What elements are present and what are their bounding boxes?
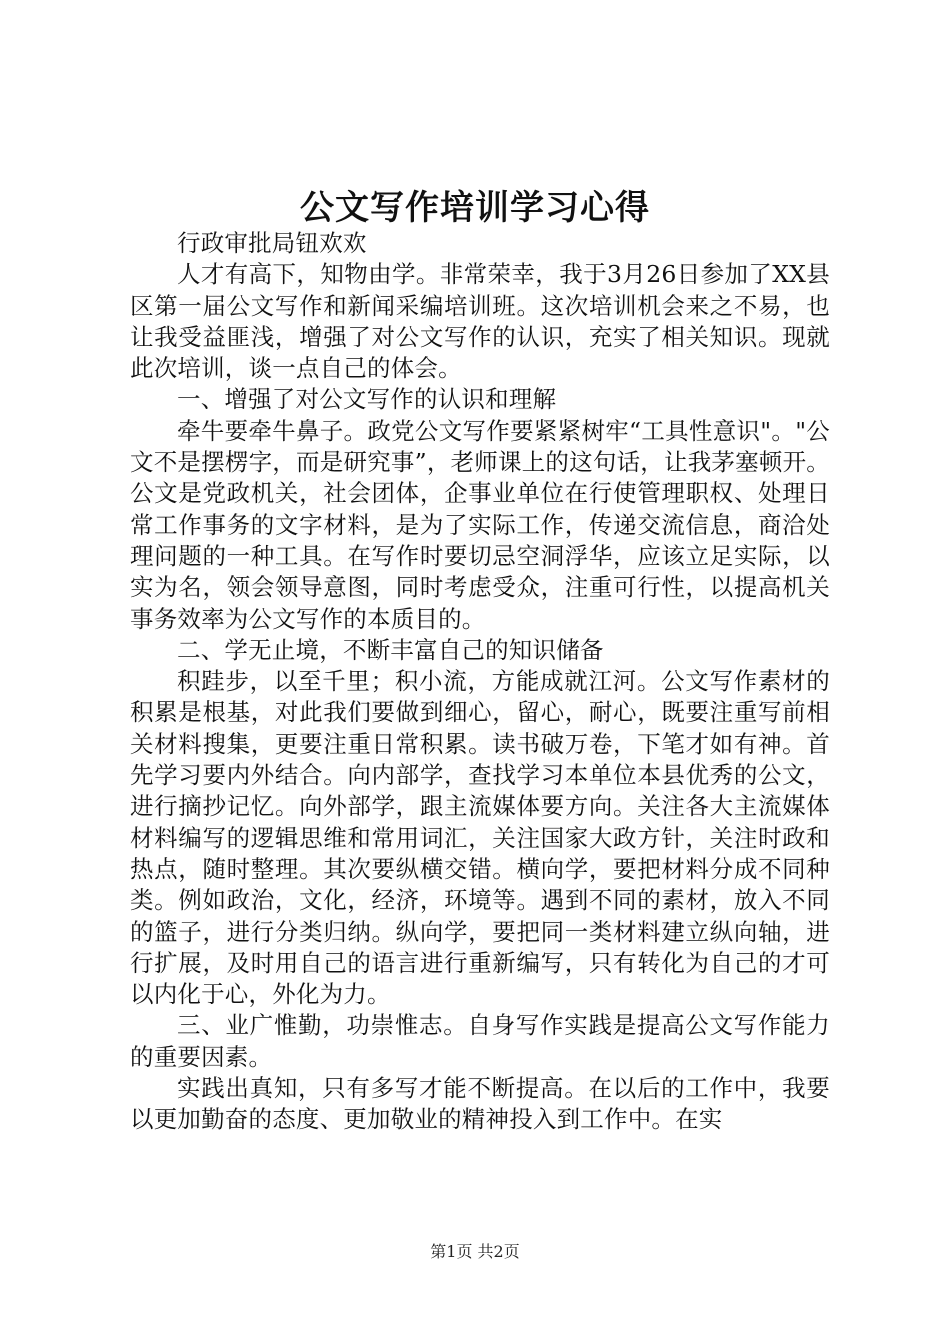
intro-paragraph: 人才有高下，知物由学。非常荣幸，我于3月26日参加了XX县区第一届公文写作和新闻采编培训班。这次培训机会来之不易，也让我受益匪浅，增强了对公文写作的认识，充实了相关知识。现就此次培训，谈一点自己的体会。	[130, 260, 830, 383]
section-heading-2: 二、学无止境，不断丰富自己的知识储备	[177, 635, 604, 664]
document-body	[130, 228, 830, 1136]
section-paragraph-1: 牵牛要牵牛鼻子。政党公文写作要紧紧树牢“工具性意识"。"公文不是摆楞字，而是研究事”，老师课上的这句话，让我茅塞顿开。公文是党政机关，社会团体，企事业单位在行使管理职权、处理日常工作事务的文字材料，是为了实际工作，传递交流信息，商洽处理问题的一种工具。在写作时要切忌空洞浮华，应该立足实际，以实为名，领会领导意图，同时考虑受众，注重可行性，以提高机关事务效率为公文写作的本质目的。	[130, 416, 830, 633]
section-heading-3: 三、业广惟勤，功崇惟志。自身写作实践是提高公文写作能力的重要因素。	[130, 1011, 830, 1071]
document-title: 公文写作培训学习心得	[300, 188, 650, 228]
page-footer: 第1页 共2页	[430, 1242, 520, 1261]
section-paragraph-2: 积跬步，以至千里；积小流，方能成就江河。公文写作素材的积累是根基，对此我们要做到细心，留心，耐心，既要注重写前相关材料搜集，更要注重日常积累。读书破万卷，下笔才如有神。首先学习要内外结合。向内部学，查找学习本单位本县优秀的公文，进行摘抄记忆。向外部学，跟主流媒体要方向。关注各大主流媒体材料编写的逻辑思维和常用词汇，关注国家大政方针，关注时政和热点，随时整理。其次要纵横交错。横向学，要把材料分成不同种类。例如政治，文化，经济，环境等。遇到不同的素材，放入不同的篮子，进行分类归纳。纵向学，要把同一类材料建立纵向轴，进行扩展，及时用自己的语言进行重新编写，只有转化为自己的才可以内化于心，外化为力。	[130, 667, 830, 1009]
author-line: 行政审批局钮欢欢	[177, 229, 367, 257]
section-heading-1: 一、增强了对公文写作的认识和理解	[177, 385, 557, 414]
section-paragraph-3: 实践出真知，只有多写才能不断提高。在以后的工作中，我要以更加勤奋的态度、更加敬业的精神投入到工作中。在实	[130, 1074, 830, 1134]
